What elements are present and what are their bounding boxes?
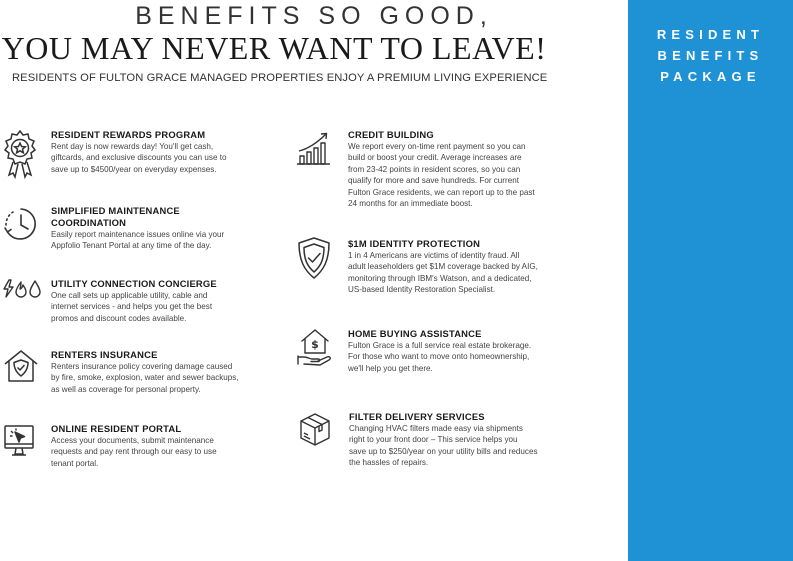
description-line: from 23-42 points in resident scores, so you can bbox=[348, 164, 521, 174]
benefit-description bbox=[51, 361, 261, 395]
description-line: 24 months for an immediate boost. bbox=[348, 199, 473, 209]
title-line: SIMPLIFIED MAINTENANCE bbox=[51, 205, 180, 216]
description-line: adult leaseholders get $1M coverage backed by AIG, bbox=[348, 262, 538, 272]
headline-top: BENEFITS SO GOOD, bbox=[135, 2, 493, 30]
benefit-description bbox=[348, 340, 563, 374]
description-line: Changing HVAC filters made easy via shipments bbox=[349, 424, 523, 433]
benefit-title: FILTER DELIVERY SERVICES bbox=[349, 411, 485, 422]
page-title: YOU MAY NEVER WANT TO LEAVE! bbox=[1, 30, 547, 66]
svg-text:$: $ bbox=[311, 338, 319, 351]
award-ribbon-icon bbox=[3, 129, 37, 179]
sidebar-title-line: BENEFITS bbox=[657, 48, 764, 63]
clock-icon bbox=[3, 206, 39, 242]
description-line: as well as coverage for personal property. bbox=[51, 384, 201, 394]
description-line: we'll help you get there. bbox=[348, 363, 433, 373]
house-shield-icon bbox=[3, 348, 39, 384]
benefit-online-portal bbox=[3, 418, 263, 478]
benefit-description bbox=[348, 141, 563, 209]
description-line: US-based Identity Restoration Specialist. bbox=[348, 285, 496, 295]
description-line: For those who want to move onto homeownership, bbox=[348, 352, 530, 362]
utilities-icon bbox=[3, 279, 43, 299]
sidebar-panel bbox=[628, 0, 793, 561]
monitor-icon bbox=[3, 423, 37, 459]
benefit-title: CREDIT BUILDING bbox=[348, 129, 434, 140]
description-line: save up to $250/year on your utility bills and reduces bbox=[349, 446, 538, 456]
benefit-title: RENTERS INSURANCE bbox=[51, 349, 158, 360]
description-line: Appfolio Tenant Portal at any time of the day. bbox=[51, 241, 212, 251]
benefit-description bbox=[51, 290, 261, 324]
benefit-description bbox=[51, 229, 261, 252]
benefit-utility-concierge bbox=[3, 275, 263, 335]
description-line: We report every on-time rent payment so you can bbox=[348, 142, 526, 151]
benefit-title: RESIDENT REWARDS PROGRAM bbox=[51, 129, 206, 140]
title-line: COORDINATION bbox=[51, 217, 127, 228]
description-line: monitoring through IBM's Watson, and a dedicated, bbox=[348, 273, 532, 283]
benefit-filter-delivery bbox=[296, 408, 566, 478]
benefit-renters-insurance bbox=[3, 344, 263, 404]
description-line: right to your front door – This service helps you bbox=[349, 435, 518, 445]
description-line: promos and discount codes available. bbox=[51, 313, 187, 323]
sidebar-title-line: PACKAGE bbox=[660, 69, 761, 84]
description-line: giftcards, and exclusive discounts you can use to bbox=[51, 153, 227, 163]
description-line: qualify for more and save hundreds. For current bbox=[348, 176, 519, 186]
benefit-resident-rewards bbox=[3, 126, 263, 186]
description-line: Renters insurance policy covering damage caused bbox=[51, 362, 233, 371]
growth-chart-icon bbox=[296, 131, 332, 167]
benefit-description bbox=[51, 435, 261, 469]
sidebar-title-line: RESIDENT bbox=[656, 27, 765, 42]
description-line: requests and pay rent through our easy to use bbox=[51, 447, 217, 457]
description-line: Easily report maintenance issues online via your bbox=[51, 230, 225, 239]
description-line: the hassles of repairs. bbox=[349, 458, 429, 468]
sidebar-title bbox=[628, 24, 793, 87]
benefit-credit-building bbox=[296, 126, 566, 216]
benefit-title: UTILITY CONNECTION CONCIERGE bbox=[51, 278, 217, 289]
description-line: Rent day is now rewards day! You'll get cash, bbox=[51, 142, 214, 151]
benefit-description bbox=[51, 141, 261, 175]
description-line: One call sets up applicable utility, cable and bbox=[51, 291, 208, 300]
benefit-maintenance bbox=[3, 201, 263, 261]
benefit-title: $1M IDENTITY PROTECTION bbox=[348, 238, 481, 249]
description-line: build or boost your credit. Average increases are bbox=[348, 153, 522, 163]
benefit-title bbox=[51, 205, 180, 229]
benefit-description bbox=[349, 423, 564, 469]
benefit-identity-protection bbox=[296, 234, 566, 304]
benefit-description bbox=[348, 250, 563, 296]
box-icon bbox=[297, 411, 333, 447]
description-line: tenant portal. bbox=[51, 458, 99, 468]
description-line: 1 in 4 Americans are victims of identity fraud. All bbox=[348, 251, 520, 260]
description-line: internet services - and helps you get the best bbox=[51, 302, 213, 312]
benefit-title: HOME BUYING ASSISTANCE bbox=[348, 328, 482, 339]
benefit-title: ONLINE RESIDENT PORTAL bbox=[51, 423, 182, 434]
description-line: by fire, smoke, explosion, water and sewer backups, bbox=[51, 373, 239, 383]
house-dollar-hand-icon bbox=[296, 326, 334, 366]
description-line: Access your documents, submit maintenance bbox=[51, 436, 214, 445]
benefit-home-buying bbox=[296, 324, 566, 384]
description-line: Fulton Grace is a full service real estate brokerage. bbox=[348, 341, 532, 350]
shield-check-icon bbox=[296, 236, 332, 280]
description-line: save up to $4500/year on everyday expenses. bbox=[51, 164, 217, 174]
description-line: Fulton Grace residents, we can report up to the past bbox=[348, 187, 535, 197]
subheadline: RESIDENTS OF FULTON GRACE MANAGED PROPERTIES ENJOY A PREMIUM LIVING EXPERIENCE bbox=[12, 72, 548, 84]
